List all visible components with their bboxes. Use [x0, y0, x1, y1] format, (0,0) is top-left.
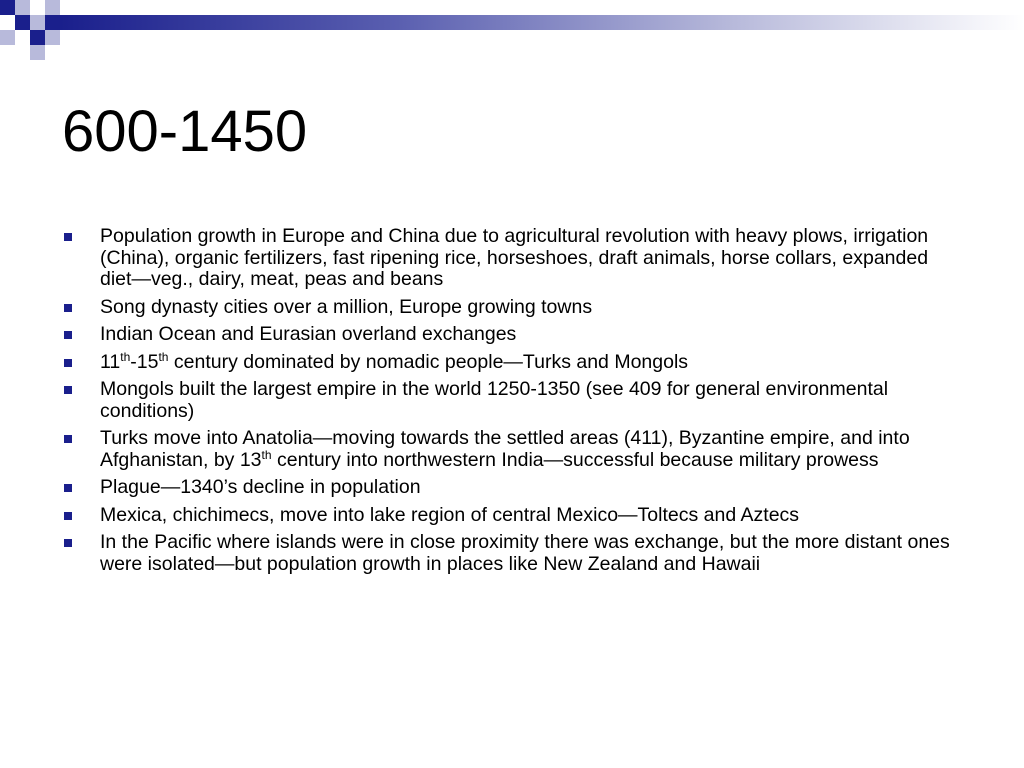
- bullet-list: [62, 226, 962, 581]
- square-bullet-icon: [64, 304, 72, 312]
- bullet-text: century dominated by nomadic people—Turks and Mongols: [168, 350, 689, 373]
- bullet-text: Population growth in Europe and China due to agricultural revolution with heavy plows, irrigation (China), organic fertilizers, fast ripening rice, horseshoes, draft animals, horse collars, expanded diet—veg., dairy, meat, peas and beans: [100, 225, 929, 290]
- superscript-text: th: [120, 349, 131, 364]
- bullet-item: [62, 379, 962, 422]
- corner-square-icon: [30, 45, 45, 60]
- bullet-item: [62, 349, 962, 374]
- bullet-text: Mongols built the largest empire in the world 1250-1350 (see 409 for general environmental conditions): [100, 378, 889, 422]
- bullet-item: [62, 324, 962, 346]
- square-bullet-icon: [64, 512, 72, 520]
- bullet-item: [62, 477, 962, 499]
- square-bullet-icon: [64, 539, 72, 547]
- bullet-item: [62, 226, 962, 291]
- corner-square-icon: [45, 15, 60, 30]
- bullet-text: Indian Ocean and Eurasian overland exchanges: [100, 323, 517, 345]
- corner-square-icon: [30, 15, 45, 30]
- slide-title: 600-1450: [62, 99, 308, 164]
- corner-square-icon: [45, 30, 60, 45]
- bullet-item: [62, 532, 962, 575]
- corner-square-icon: [45, 0, 60, 15]
- superscript-text: th: [261, 447, 272, 462]
- square-bullet-icon: [64, 484, 72, 492]
- header-gradient-bar: [60, 15, 1024, 30]
- bullet-text: Mexica, chichimecs, move into lake region of central Mexico—Toltecs and Aztecs: [100, 503, 800, 526]
- corner-square-icon: [0, 30, 15, 45]
- corner-square-icon: [15, 0, 30, 15]
- square-bullet-icon: [64, 359, 72, 367]
- bullet-text: 11: [100, 350, 121, 373]
- square-bullet-icon: [64, 233, 72, 241]
- square-bullet-icon: [64, 331, 72, 339]
- bullet-text: In the Pacific where islands were in close proximity there was exchange, but the more distant ones were isolated—but population growth in places like New Zealand and Hawaii: [100, 531, 950, 575]
- corner-square-icon: [0, 0, 15, 15]
- bullet-item: [62, 428, 962, 471]
- corner-square-icon: [15, 15, 30, 30]
- header-decoration: [0, 0, 1024, 60]
- bullet-item: [62, 297, 962, 319]
- superscript-text: th: [158, 349, 169, 364]
- bullet-text: century into northwestern India—successful because military prowess: [271, 448, 879, 471]
- bullet-text: -15: [130, 350, 159, 373]
- bullet-text: Turks move into Anatolia—moving towards the settled areas (411), Byzantine empire, and into Afghanistan, by 13: [100, 427, 910, 471]
- bullet-text: Song dynasty cities over a million, Europe growing towns: [100, 295, 593, 318]
- square-bullet-icon: [64, 435, 72, 443]
- corner-square-icon: [30, 30, 45, 45]
- square-bullet-icon: [64, 386, 72, 394]
- bullet-item: [62, 505, 962, 527]
- bullet-text: Plague—1340’s decline in population: [100, 476, 421, 498]
